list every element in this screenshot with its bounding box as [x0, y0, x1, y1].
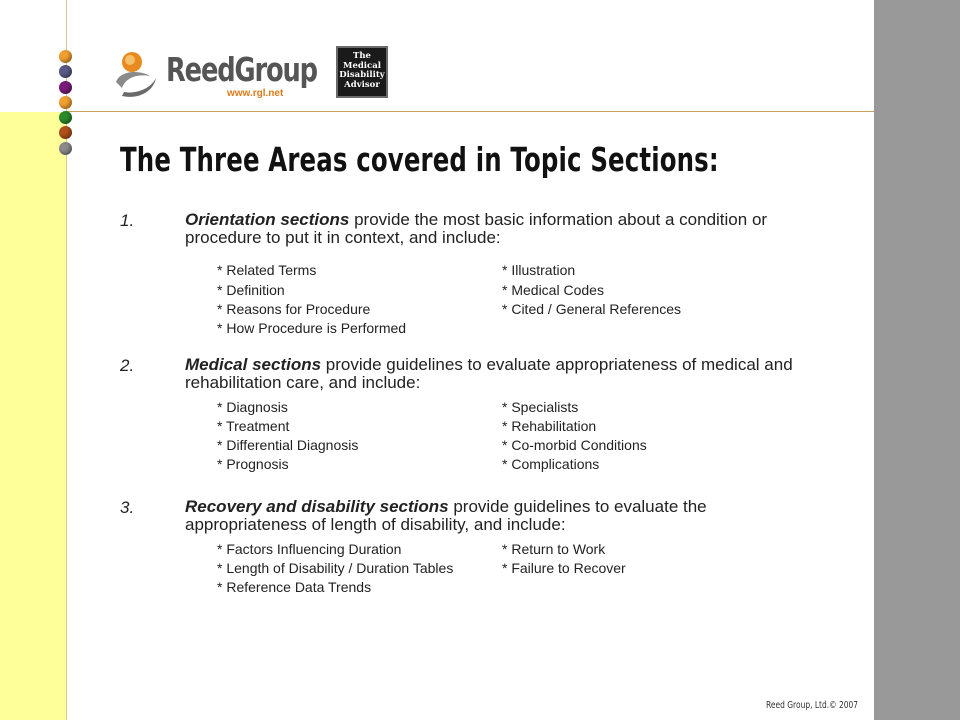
copyright-footer: Reed Group, Ltd.© 2007 [766, 700, 859, 711]
section-rest: provide guidelines to evaluate appropriateness of medical and rehabilitation care, and include: [185, 355, 793, 392]
list-item: * Return to Work [502, 541, 606, 557]
list-item: * Definition [217, 282, 285, 298]
dot-icon [59, 126, 72, 139]
badge-line: Medical [343, 60, 381, 71]
dot-icon [59, 142, 72, 155]
list-item: * Reference Data Trends [217, 579, 372, 595]
list-item: * Failure to Recover [502, 560, 626, 576]
badge-line: The [353, 51, 371, 61]
list-item: * Illustration [502, 262, 576, 278]
list-item: * Medical Codes [502, 282, 604, 298]
logo-url: www.rgl.net [227, 88, 284, 99]
list-item: * Factors Influencing Duration [217, 541, 402, 557]
section-lead: Orientation sections [185, 210, 350, 229]
list-item: * Specialists [502, 399, 579, 415]
list-item: * Length of Disability / Duration Tables [217, 560, 454, 576]
list-item: * Reasons for Procedure [217, 301, 371, 317]
section-description [185, 498, 795, 534]
badge-line: Disability [339, 70, 385, 80]
section-description [185, 211, 795, 247]
medical-disability-advisor-badge [336, 46, 388, 98]
list-item: * Complications [502, 456, 600, 472]
decorative-dots [59, 50, 75, 157]
list-item: * Cited / General References [502, 301, 681, 317]
dot-icon [59, 50, 72, 63]
right-gray-bar [874, 0, 960, 720]
list-item: * Treatment [217, 418, 290, 434]
list-item: * Related Terms [217, 262, 317, 278]
left-yellow-strip [0, 112, 66, 720]
section-number: 1. [120, 211, 135, 230]
reedgroup-logo [110, 44, 317, 104]
section-number: 2. [120, 356, 135, 375]
list-item: * Co-morbid Conditions [502, 437, 647, 453]
dot-icon [59, 81, 72, 94]
list-item: * Rehabilitation [502, 418, 597, 434]
header-rule [66, 111, 874, 112]
slide-title: The Three Areas covered in Topic Sections: [120, 140, 719, 179]
list-item: * Prognosis [217, 456, 289, 472]
dot-icon [59, 65, 72, 78]
section-description [185, 356, 795, 392]
section-lead: Medical sections [185, 355, 322, 374]
logo-wordmark: ReedGroup [166, 50, 317, 89]
list-item: * Diagnosis [217, 399, 288, 415]
list-item: * How Procedure is Performed [217, 320, 407, 336]
list-item: * Differential Diagnosis [217, 437, 359, 453]
dot-icon [59, 96, 72, 109]
badge-line: Advisor [344, 79, 380, 90]
section-rest: provide the most basic information about a condition or procedure to put it in context, and include: [185, 210, 768, 247]
section-number: 3. [120, 498, 135, 517]
section-lead: Recovery and disability sections [185, 497, 449, 516]
dot-icon [59, 111, 72, 124]
reedgroup-swirl-icon [110, 48, 162, 100]
section-rest: provide guidelines to evaluate the appropriateness of length of disability, and include: [185, 497, 707, 534]
